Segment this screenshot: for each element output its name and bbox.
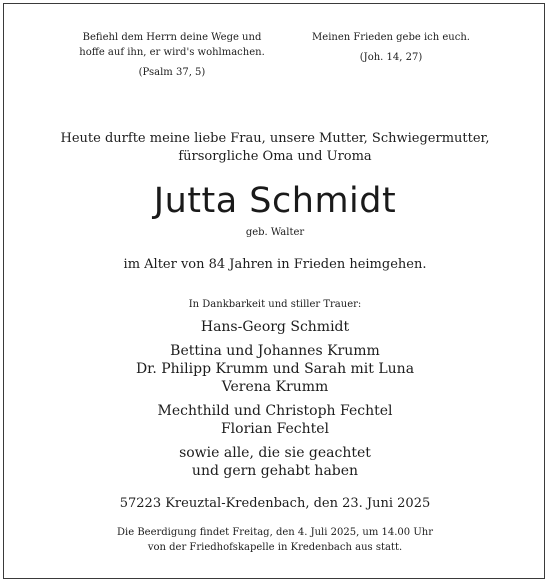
mourner-group — [0, 318, 550, 336]
funeral-line: von der Friedhofskapelle in Kredenbach aus statt. — [147, 541, 403, 553]
mourner-group — [0, 342, 550, 396]
mourner-line: Mechthild und Christoph Fechtel — [157, 403, 393, 419]
intro-line: fürsorgliche Oma und Uroma — [178, 148, 372, 164]
mourner-group — [0, 444, 550, 480]
mourner-line: Dr. Philipp Krumm und Sarah mit Luna — [135, 361, 415, 377]
mourner-line: Florian Fechtel — [220, 421, 330, 437]
verse-left-line: hoffe auf ihn, er wird's wohlmachen. — [79, 47, 265, 58]
mourner-group — [0, 402, 550, 438]
intro-line: Heute durfte meine liebe Frau, unsere Mutter, Schwiegermutter, — [60, 131, 490, 146]
funeral-notice — [0, 526, 550, 555]
place-and-date: 57223 Kreuztal-Kredenbach, den 23. Juni 2025 — [119, 496, 431, 511]
verse-left-reference: (Psalm 37, 5) — [138, 67, 206, 78]
intro-text — [0, 130, 550, 165]
verse-right-reference: (Joh. 14, 27) — [359, 52, 423, 63]
deceased-name: Jutta Schmidt — [153, 181, 397, 221]
mourner-line: Verena Krumm — [221, 379, 329, 395]
mourner-line: Hans-Georg Schmidt — [200, 319, 350, 335]
verse-left-line: Befiehl dem Herrn deine Wege und — [82, 32, 262, 43]
mourner-line: und gern gehabt haben — [191, 463, 359, 479]
obituary-border — [3, 3, 545, 579]
bible-verse-right — [285, 30, 497, 65]
bible-verse-left — [62, 30, 282, 80]
funeral-line: Die Beerdigung findet Freitag, den 4. Juli 2025, um 14.00 Uhr — [117, 527, 433, 538]
verse-right-line: Meinen Frieden gebe ich euch. — [312, 32, 470, 43]
mourner-line: sowie alle, die sie geachtet — [179, 445, 371, 461]
mourners-list — [0, 318, 550, 486]
age-statement: im Alter von 84 Jahren in Frieden heimgehen. — [123, 257, 427, 272]
born-name: geb. Walter — [245, 227, 305, 238]
mourning-heading: In Dankbarkeit und stiller Trauer: — [188, 299, 362, 310]
mourner-line: Bettina und Johannes Krumm — [170, 343, 380, 359]
